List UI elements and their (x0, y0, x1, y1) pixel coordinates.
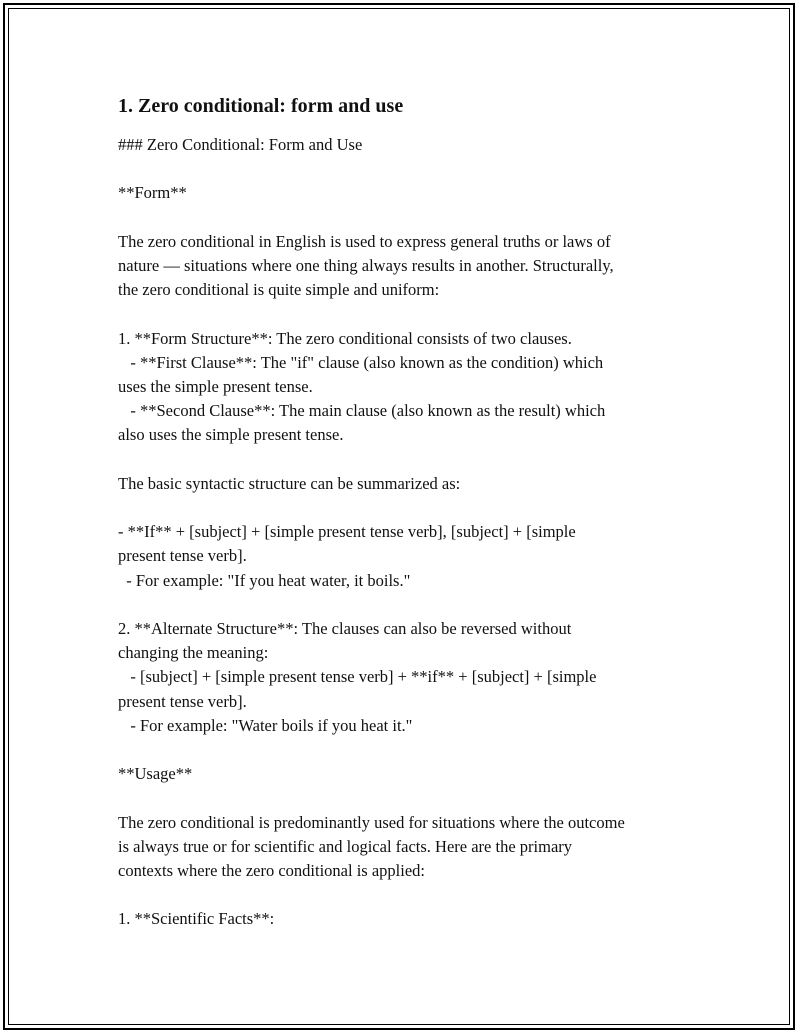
text-line: - **First Clause**: The "if" clause (also known as the condition) which (118, 352, 604, 372)
text-line: present tense verb]. (118, 691, 247, 711)
text-line: also uses the simple present tense. (118, 425, 344, 445)
blank-line (118, 593, 688, 617)
document-content (118, 92, 688, 932)
blank-line (118, 738, 688, 762)
text-line: present tense verb]. (118, 546, 247, 566)
text-line: - **If** + [subject] + [simple present tense verb], [subject] + [simple (118, 522, 576, 542)
text-line: **Form** (118, 183, 187, 203)
document-body (118, 133, 688, 932)
text-line: The zero conditional in English is used to express general truths or laws of (118, 231, 611, 251)
document-title: 1. Zero conditional: form and use (118, 95, 404, 117)
blank-line (118, 448, 688, 472)
blank-line (118, 157, 688, 181)
text-line: uses the simple present tense. (118, 376, 313, 396)
text-line: - **Second Clause**: The main clause (also known as the result) which (118, 401, 606, 421)
text-line: 2. **Alternate Structure**: The clauses can also be reversed without (118, 618, 572, 638)
text-line: 1. **Form Structure**: The zero conditional consists of two clauses. (118, 328, 572, 348)
blank-line (118, 496, 688, 520)
text-line: the zero conditional is quite simple and uniform: (118, 280, 440, 300)
text-line: - For example: "Water boils if you heat it." (118, 715, 413, 735)
text-line: 1. **Scientific Facts**: (118, 909, 275, 929)
blank-line (118, 302, 688, 326)
blank-line (118, 206, 688, 230)
text-line: The zero conditional is predominantly used for situations where the outcome (118, 812, 625, 832)
text-line: is always true or for scientific and logical facts. Here are the primary (118, 836, 573, 856)
blank-line (118, 883, 688, 907)
text-line: changing the meaning: (118, 643, 269, 663)
blank-line (118, 786, 688, 810)
text-line: - [subject] + [simple present tense verb] + **if** + [subject] + [simple (118, 667, 597, 687)
text-line: The basic syntactic structure can be summarized as: (118, 473, 461, 493)
text-line: contexts where the zero conditional is applied: (118, 860, 425, 880)
text-line: - For example: "If you heat water, it boils." (118, 570, 411, 590)
text-line: **Usage** (118, 764, 193, 784)
text-line: nature — situations where one thing always results in another. Structurally, (118, 255, 614, 275)
text-line: ### Zero Conditional: Form and Use (118, 135, 363, 154)
